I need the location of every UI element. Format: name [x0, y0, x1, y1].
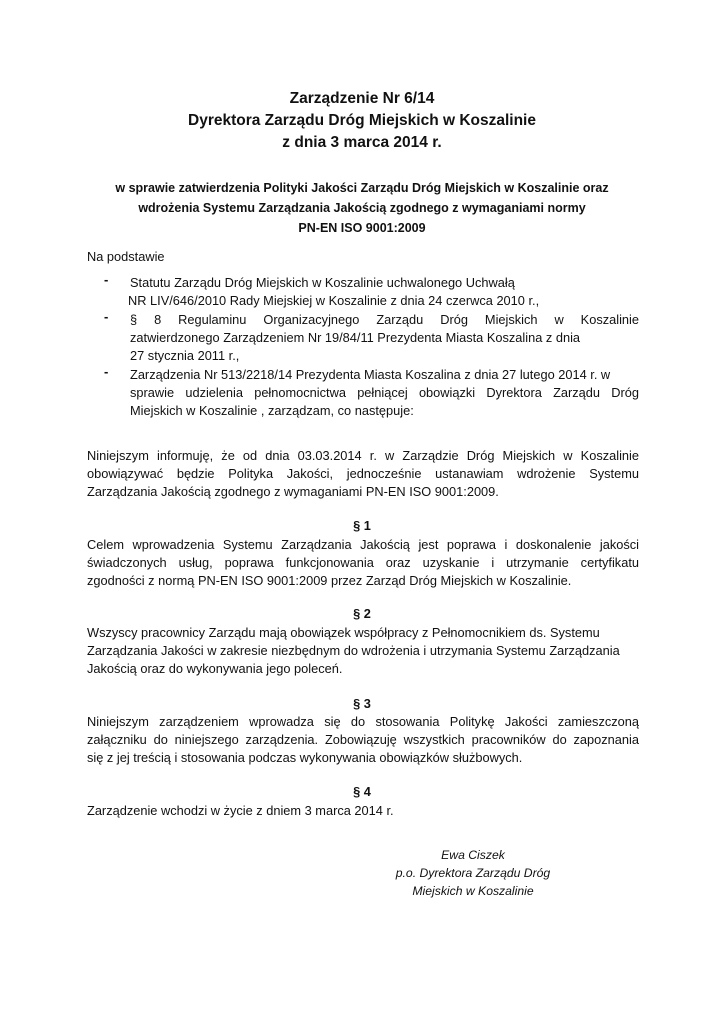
- paragraph-line: obowiązywać będzie Polityka Jakości, jednocześnie ustanawiam wdrożenie Systemu: [87, 466, 639, 481]
- basis-item-line: NR LIV/646/2010 Rady Miejskiej w Koszalinie z dnia 24 czerwca 2010 r.,: [128, 293, 540, 308]
- subject-line2: wdrożenia Systemu Zarządzania Jakością zgodnego z wymaganiami normy: [138, 201, 586, 215]
- paragraph-line: Zarządzania Jakości w zakresie niezbędnym do wdrożenia i utrzymania Systemu Zarządzania: [87, 643, 620, 658]
- document-title-line2: Dyrektora Zarządu Dróg Miejskich w Koszalinie: [188, 112, 536, 129]
- document-title-line3: z dnia 3 marca 2014 r.: [282, 134, 442, 151]
- basis-item-line: sprawie udzielenia pełnomocnictwa pełniącej obowiązki Dyrektora Zarządu Dróg: [130, 385, 639, 400]
- paragraph-line: świadczonych usług, poprawa funkcjonowania oraz uzyskanie i utrzymanie certyfikatu: [87, 555, 639, 570]
- basis-item-line: Statutu Zarządu Dróg Miejskich w Koszalinie uchwalonego Uchwałą: [130, 275, 515, 290]
- basis-intro: Na podstawie: [87, 249, 165, 264]
- paragraph-line: Celem wprowadzenia Systemu Zarządzania Jakością jest poprawa i doskonalenie jakości: [87, 537, 639, 552]
- subject-line1: w sprawie zatwierdzenia Polityki Jakości Zarządu Dróg Miejskich w Koszalinie oraz: [115, 181, 609, 195]
- dash-bullet: -: [104, 364, 109, 379]
- paragraph-line: Wszyscy pracownicy Zarządu mają obowiązek współpracy z Pełnomocnikiem ds. Systemu: [87, 625, 600, 640]
- signature-name: Ewa Ciszek: [441, 848, 505, 862]
- dash-bullet: -: [104, 309, 109, 324]
- paragraph-line: Jakością oraz do wykonywania jego poleceń.: [87, 661, 343, 676]
- section-heading: § 2: [353, 606, 371, 621]
- paragraph-line: Zarządzenie wchodzi w życie z dniem 3 marca 2014 r.: [87, 803, 394, 818]
- basis-item-line: Zarządzenia Nr 513/2218/14 Prezydenta Miasta Koszalina z dnia 27 lutego 2014 r. w: [130, 367, 611, 382]
- paragraph-line: Niniejszym zarządzeniem wprowadza się do stosowania Politykę Jakości zamieszczoną: [87, 714, 639, 729]
- section-heading: § 3: [353, 696, 371, 711]
- paragraph-line: zgodności z normą PN-EN ISO 9001:2009 przez Zarząd Dróg Miejskich w Koszalinie.: [87, 573, 572, 588]
- paragraph-line: załączniku do niniejszego zarządzenia. Zobowiązuję wszystkich pracowników do zapoznania: [87, 732, 639, 747]
- basis-item-line: zatwierdzonego Zarządzeniem Nr 19/84/11 Prezydenta Miasta Koszalina z dnia: [130, 330, 581, 345]
- basis-item-line: § 8 Regulaminu Organizacyjnego Zarządu Dróg Miejskich w Koszalinie: [130, 312, 639, 327]
- paragraph-line: Niniejszym informuję, że od dnia 03.03.2014 r. w Zarządzie Dróg Miejskich w Koszalinie: [87, 448, 639, 463]
- signature-org: Miejskich w Koszalinie: [412, 884, 534, 898]
- dash-bullet: -: [104, 272, 109, 287]
- basis-item-line: 27 stycznia 2011 r.,: [130, 348, 240, 363]
- paragraph-line: Zarządzania Jakością zgodnego z wymaganiami PN-EN ISO 9001:2009.: [87, 484, 499, 499]
- section-heading: § 4: [353, 784, 371, 799]
- subject-line3: PN-EN ISO 9001:2009: [298, 221, 426, 235]
- paragraph-line: się z jej treścią i stosowania podczas wykonywania obowiązków służbowych.: [87, 750, 523, 765]
- basis-item-line: Miejskich w Koszalinie , zarządzam, co następuje:: [130, 403, 414, 418]
- signature-title: p.o. Dyrektora Zarządu Dróg: [395, 866, 551, 880]
- section-heading: § 1: [353, 518, 371, 533]
- document-title-line1: Zarządzenie Nr 6/14: [289, 90, 435, 107]
